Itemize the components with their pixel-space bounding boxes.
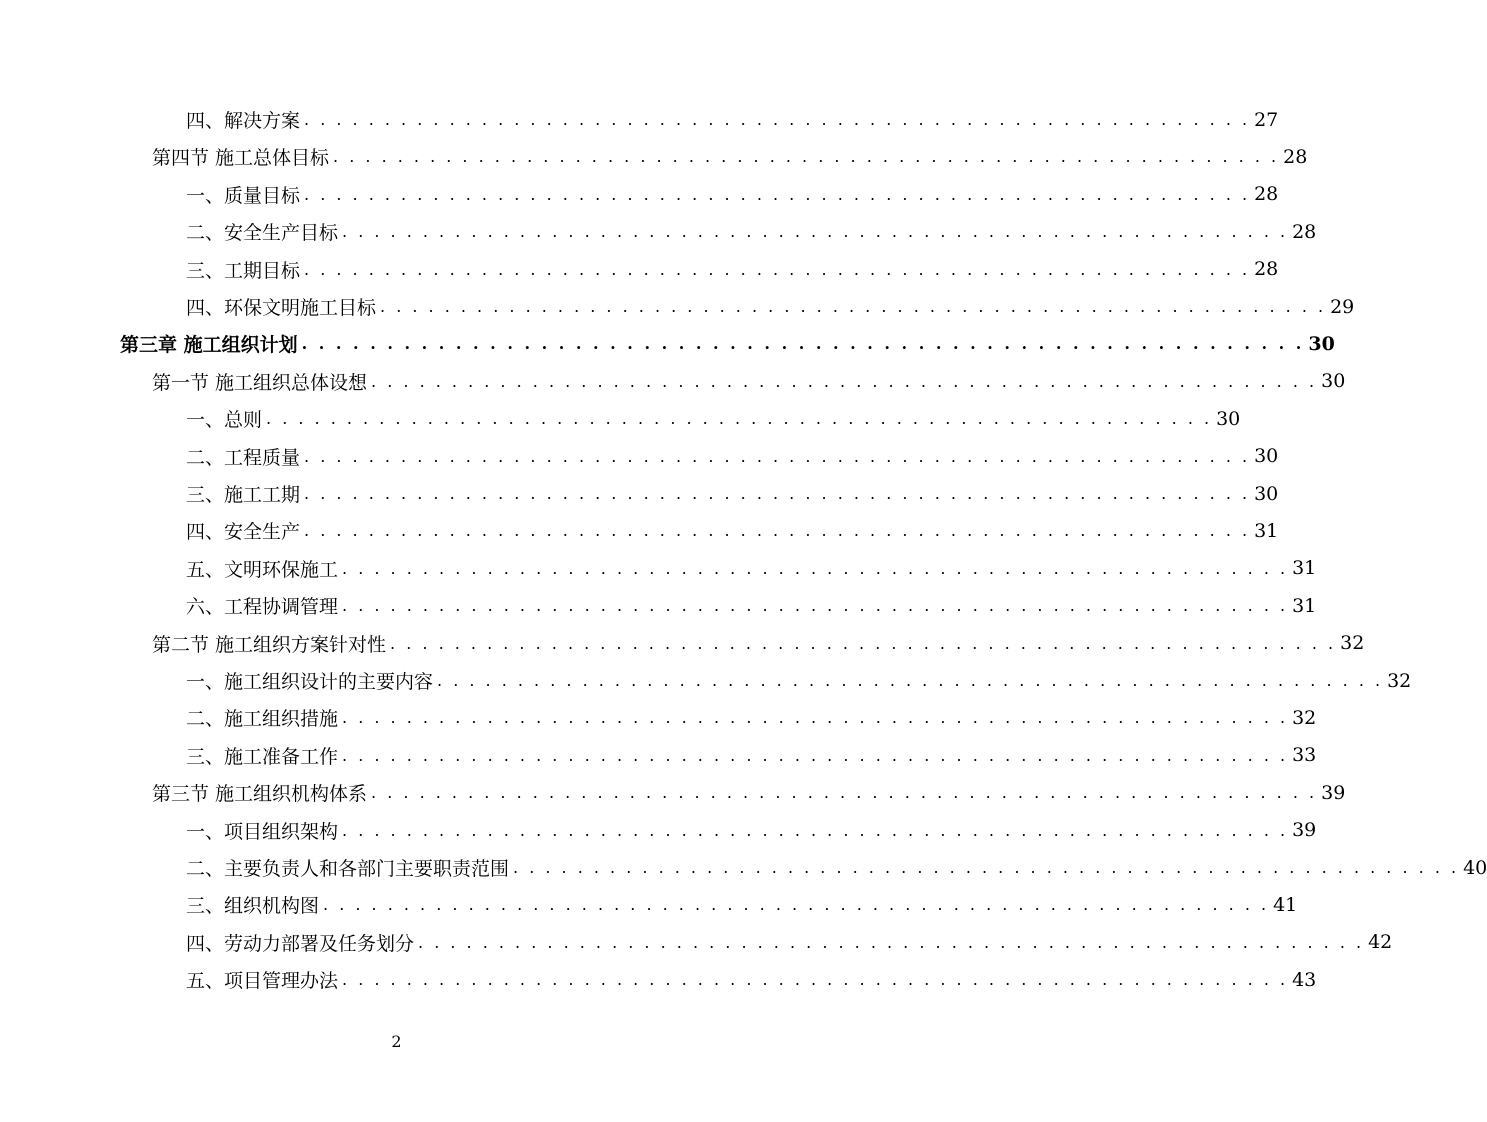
toc-dot-leader: . . . . . . . . . . . . . . . . . . . . . . . . . . . . . . . . . . . . . . . . . . . . . . . . . . . . . . . . . . .	[304, 110, 1251, 129]
toc-dot-leader: . . . . . . . . . . . . . . . . . . . . . . . . . . . . . . . . . . . . . . . . . . . . . . . . . . . . . . . . . . .	[342, 708, 1289, 728]
toc-entry-page: 27	[1254, 108, 1279, 131]
toc-entry-page: 32	[1340, 632, 1365, 655]
toc-entry-title: 第一节 施工组织总体设想	[152, 371, 368, 394]
toc-dot-leader: . . . . . . . . . . . . . . . . . . . . . . . . . . . . . . . . . . . . . . . . . . . . . . . . . . . . . . . . . . .	[437, 671, 1384, 690]
toc-dot-leader: . . . . . . . . . . . . . . . . . . . . . . . . . . . . . . . . . . . . . . . . . . . . . . . . . . . . . . . . . . .	[266, 409, 1213, 429]
toc-entry-page: 43	[1292, 968, 1317, 991]
toc-entry-title: 五、项目管理办法	[186, 970, 339, 993]
toc-entry-page: 32	[1387, 669, 1412, 692]
toc-entry[interactable]	[186, 886, 1298, 923]
toc-entry-title: 二、安全生产目标	[186, 222, 339, 245]
toc-entry-title: 第三节 施工组织机构体系	[152, 783, 368, 806]
toc-dot-leader: . . . . . . . . . . . . . . . . . . . . . . . . . . . . . . . . . . . . . . . . . . . . . . . . . . . . . . . . . . .	[371, 371, 1318, 391]
toc-dot-leader: . . . . . . . . . . . . . . . . . . . . . . . . . . . . . . . . . . . . . . . . . . . . . . . . . . . . . . . . . . .	[323, 895, 1270, 915]
toc-entry[interactable]	[186, 288, 1355, 325]
toc-entry[interactable]	[186, 587, 1317, 624]
toc-entry-page: 39	[1321, 781, 1346, 804]
toc-dot-leader: . . . . . . . . . . . . . . . . . . . . . . . . . . . . . . . . . . . . . . . . . . . . . . . . . . . . . . . . . . .	[301, 334, 1305, 354]
toc-entry[interactable]	[120, 325, 1335, 362]
toc-entry[interactable]	[186, 438, 1279, 475]
toc-entry-title: 四、解决方案	[186, 110, 301, 132]
toc-entry[interactable]	[186, 924, 1393, 961]
toc-entry[interactable]	[186, 213, 1317, 250]
toc-dot-leader: . . . . . . . . . . . . . . . . . . . . . . . . . . . . . . . . . . . . . . . . . . . . . . . . . . . . . . . . . . .	[380, 297, 1327, 316]
toc-entry-title: 一、质量目标	[186, 184, 301, 207]
toc-entry-title: 四、安全生产	[186, 521, 301, 544]
toc-entry[interactable]	[186, 101, 1279, 138]
toc-dot-leader: . . . . . . . . . . . . . . . . . . . . . . . . . . . . . . . . . . . . . . . . . . . . . . . . . . . . . . . . . . .	[333, 147, 1280, 167]
toc-entry-title: 二、主要负责人和各部门主要职责范围	[186, 858, 510, 880]
toc-entry-title: 三、施工准备工作	[186, 745, 339, 768]
toc-entry-title: 第三章 施工组织计划	[120, 334, 298, 357]
toc-entry[interactable]	[152, 363, 1346, 400]
toc-dot-leader: . . . . . . . . . . . . . . . . . . . . . . . . . . . . . . . . . . . . . . . . . . . . . . . . . . . . . . . . . . .	[342, 596, 1289, 616]
toc-entry[interactable]	[186, 812, 1317, 849]
toc-dot-leader: . . . . . . . . . . . . . . . . . . . . . . . . . . . . . . . . . . . . . . . . . . . . . . . . . . . . . . . . . . .	[342, 745, 1289, 765]
toc-entry-page: 28	[1254, 183, 1279, 206]
toc-entry-page: 33	[1292, 744, 1317, 767]
toc-entry[interactable]	[186, 961, 1317, 998]
toc-dot-leader: . . . . . . . . . . . . . . . . . . . . . . . . . . . . . . . . . . . . . . . . . . . . . . . . . . . . . . . . . . .	[390, 633, 1337, 653]
toc-entry-page: 28	[1254, 258, 1279, 281]
toc-dot-leader: . . . . . . . . . . . . . . . . . . . . . . . . . . . . . . . . . . . . . . . . . . . . . . . . . . . . . . . . . . .	[304, 184, 1251, 204]
toc-entry-title: 三、工期目标	[186, 259, 301, 282]
toc-dot-leader: . . . . . . . . . . . . . . . . . . . . . . . . . . . . . . . . . . . . . . . . . . . . . . . . . . . . . . . . . . .	[304, 259, 1251, 279]
toc-dot-leader: . . . . . . . . . . . . . . . . . . . . . . . . . . . . . . . . . . . . . . . . . . . . . . . . . . . . . . . . . . .	[342, 558, 1289, 578]
toc-entry[interactable]	[152, 774, 1346, 811]
toc-entry-title: 一、项目组织架构	[186, 820, 339, 843]
toc-entry-title: 第四节 施工总体目标	[152, 147, 330, 170]
toc-entry-title: 一、总则	[186, 409, 263, 432]
toc-entry-title: 第二节 施工组织方案针对性	[152, 633, 387, 656]
toc-entry-page: 31	[1292, 557, 1317, 580]
toc-dot-leader: . . . . . . . . . . . . . . . . . . . . . . . . . . . . . . . . . . . . . . . . . . . . . . . . . . . . . . . . . . .	[304, 521, 1251, 541]
toc-entry-page: 31	[1254, 519, 1279, 542]
toc-entry-page: 42	[1368, 931, 1393, 954]
toc-entry-title: 一、施工组织设计的主要内容	[186, 671, 434, 693]
toc-dot-leader: . . . . . . . . . . . . . . . . . . . . . . . . . . . . . . . . . . . . . . . . . . . . . . . . . . . . . . . . . . .	[418, 932, 1365, 952]
toc-entry-page: 31	[1292, 594, 1317, 617]
toc-dot-leader: . . . . . . . . . . . . . . . . . . . . . . . . . . . . . . . . . . . . . . . . . . . . . . . . . . . . . . . . . . .	[304, 484, 1251, 503]
page-number: 2	[391, 1032, 402, 1051]
toc-entry[interactable]	[186, 550, 1317, 587]
toc-entry-title: 三、组织机构图	[186, 895, 320, 918]
toc-dot-leader: . . . . . . . . . . . . . . . . . . . . . . . . . . . . . . . . . . . . . . . . . . . . . . . . . . . . . . . . . . .	[371, 783, 1318, 803]
toc-entry-page: 39	[1292, 819, 1317, 842]
toc-entry-page: 30	[1308, 332, 1335, 355]
toc-entry-title: 二、施工组织措施	[186, 708, 339, 731]
toc-entry-page: 41	[1273, 893, 1298, 916]
toc-entry-page: 40	[1463, 856, 1487, 879]
toc-entry-page: 30	[1216, 407, 1241, 430]
toc-dot-leader: . . . . . . . . . . . . . . . . . . . . . . . . . . . . . . . . . . . . . . . . . . . . . . . . . . . . . . . . . . .	[342, 222, 1289, 242]
toc-entry[interactable]	[186, 699, 1317, 736]
toc-entry[interactable]	[186, 737, 1317, 774]
toc-entry[interactable]	[186, 176, 1279, 213]
toc-dot-leader: . . . . . . . . . . . . . . . . . . . . . . . . . . . . . . . . . . . . . . . . . . . . . . . . . . . . . . . . . . .	[342, 820, 1289, 840]
toc-entry-page: 28	[1292, 220, 1317, 243]
toc-entry[interactable]	[186, 400, 1241, 437]
toc-dot-leader: . . . . . . . . . . . . . . . . . . . . . . . . . . . . . . . . . . . . . . . . . . . . . . . . . . . . . . . . . . .	[304, 446, 1251, 466]
toc-entry-page: 30	[1254, 482, 1279, 505]
toc-entry-title: 五、文明环保施工	[186, 558, 339, 581]
toc-dot-leader: . . . . . . . . . . . . . . . . . . . . . . . . . . . . . . . . . . . . . . . . . . . . . . . . . . . . . . . . . . .	[342, 970, 1289, 990]
toc-dot-leader: . . . . . . . . . . . . . . . . . . . . . . . . . . . . . . . . . . . . . . . . . . . . . . . . . . . . . . . . . . .	[513, 858, 1460, 877]
toc-entry[interactable]	[186, 662, 1412, 699]
toc-entry[interactable]	[186, 512, 1279, 549]
toc-entry-page: 28	[1283, 145, 1308, 168]
toc-entry[interactable]	[152, 138, 1308, 175]
toc-entry-page: 30	[1321, 370, 1346, 393]
toc-entry-title: 四、环保文明施工目标	[186, 297, 377, 319]
toc-entry-page: 29	[1330, 295, 1355, 318]
toc-entry[interactable]	[186, 849, 1487, 886]
toc-entry-title: 六、工程协调管理	[186, 596, 339, 619]
toc-entry-title: 四、劳动力部署及任务划分	[186, 932, 415, 955]
toc-entry[interactable]	[152, 625, 1365, 662]
toc-entry-page: 32	[1292, 706, 1317, 729]
toc-entry-page: 30	[1254, 445, 1279, 468]
toc-entry[interactable]	[186, 475, 1279, 512]
toc-entry-title: 二、工程质量	[186, 446, 301, 469]
toc-entry[interactable]	[186, 251, 1279, 288]
toc-entry-title: 三、施工工期	[186, 484, 301, 506]
